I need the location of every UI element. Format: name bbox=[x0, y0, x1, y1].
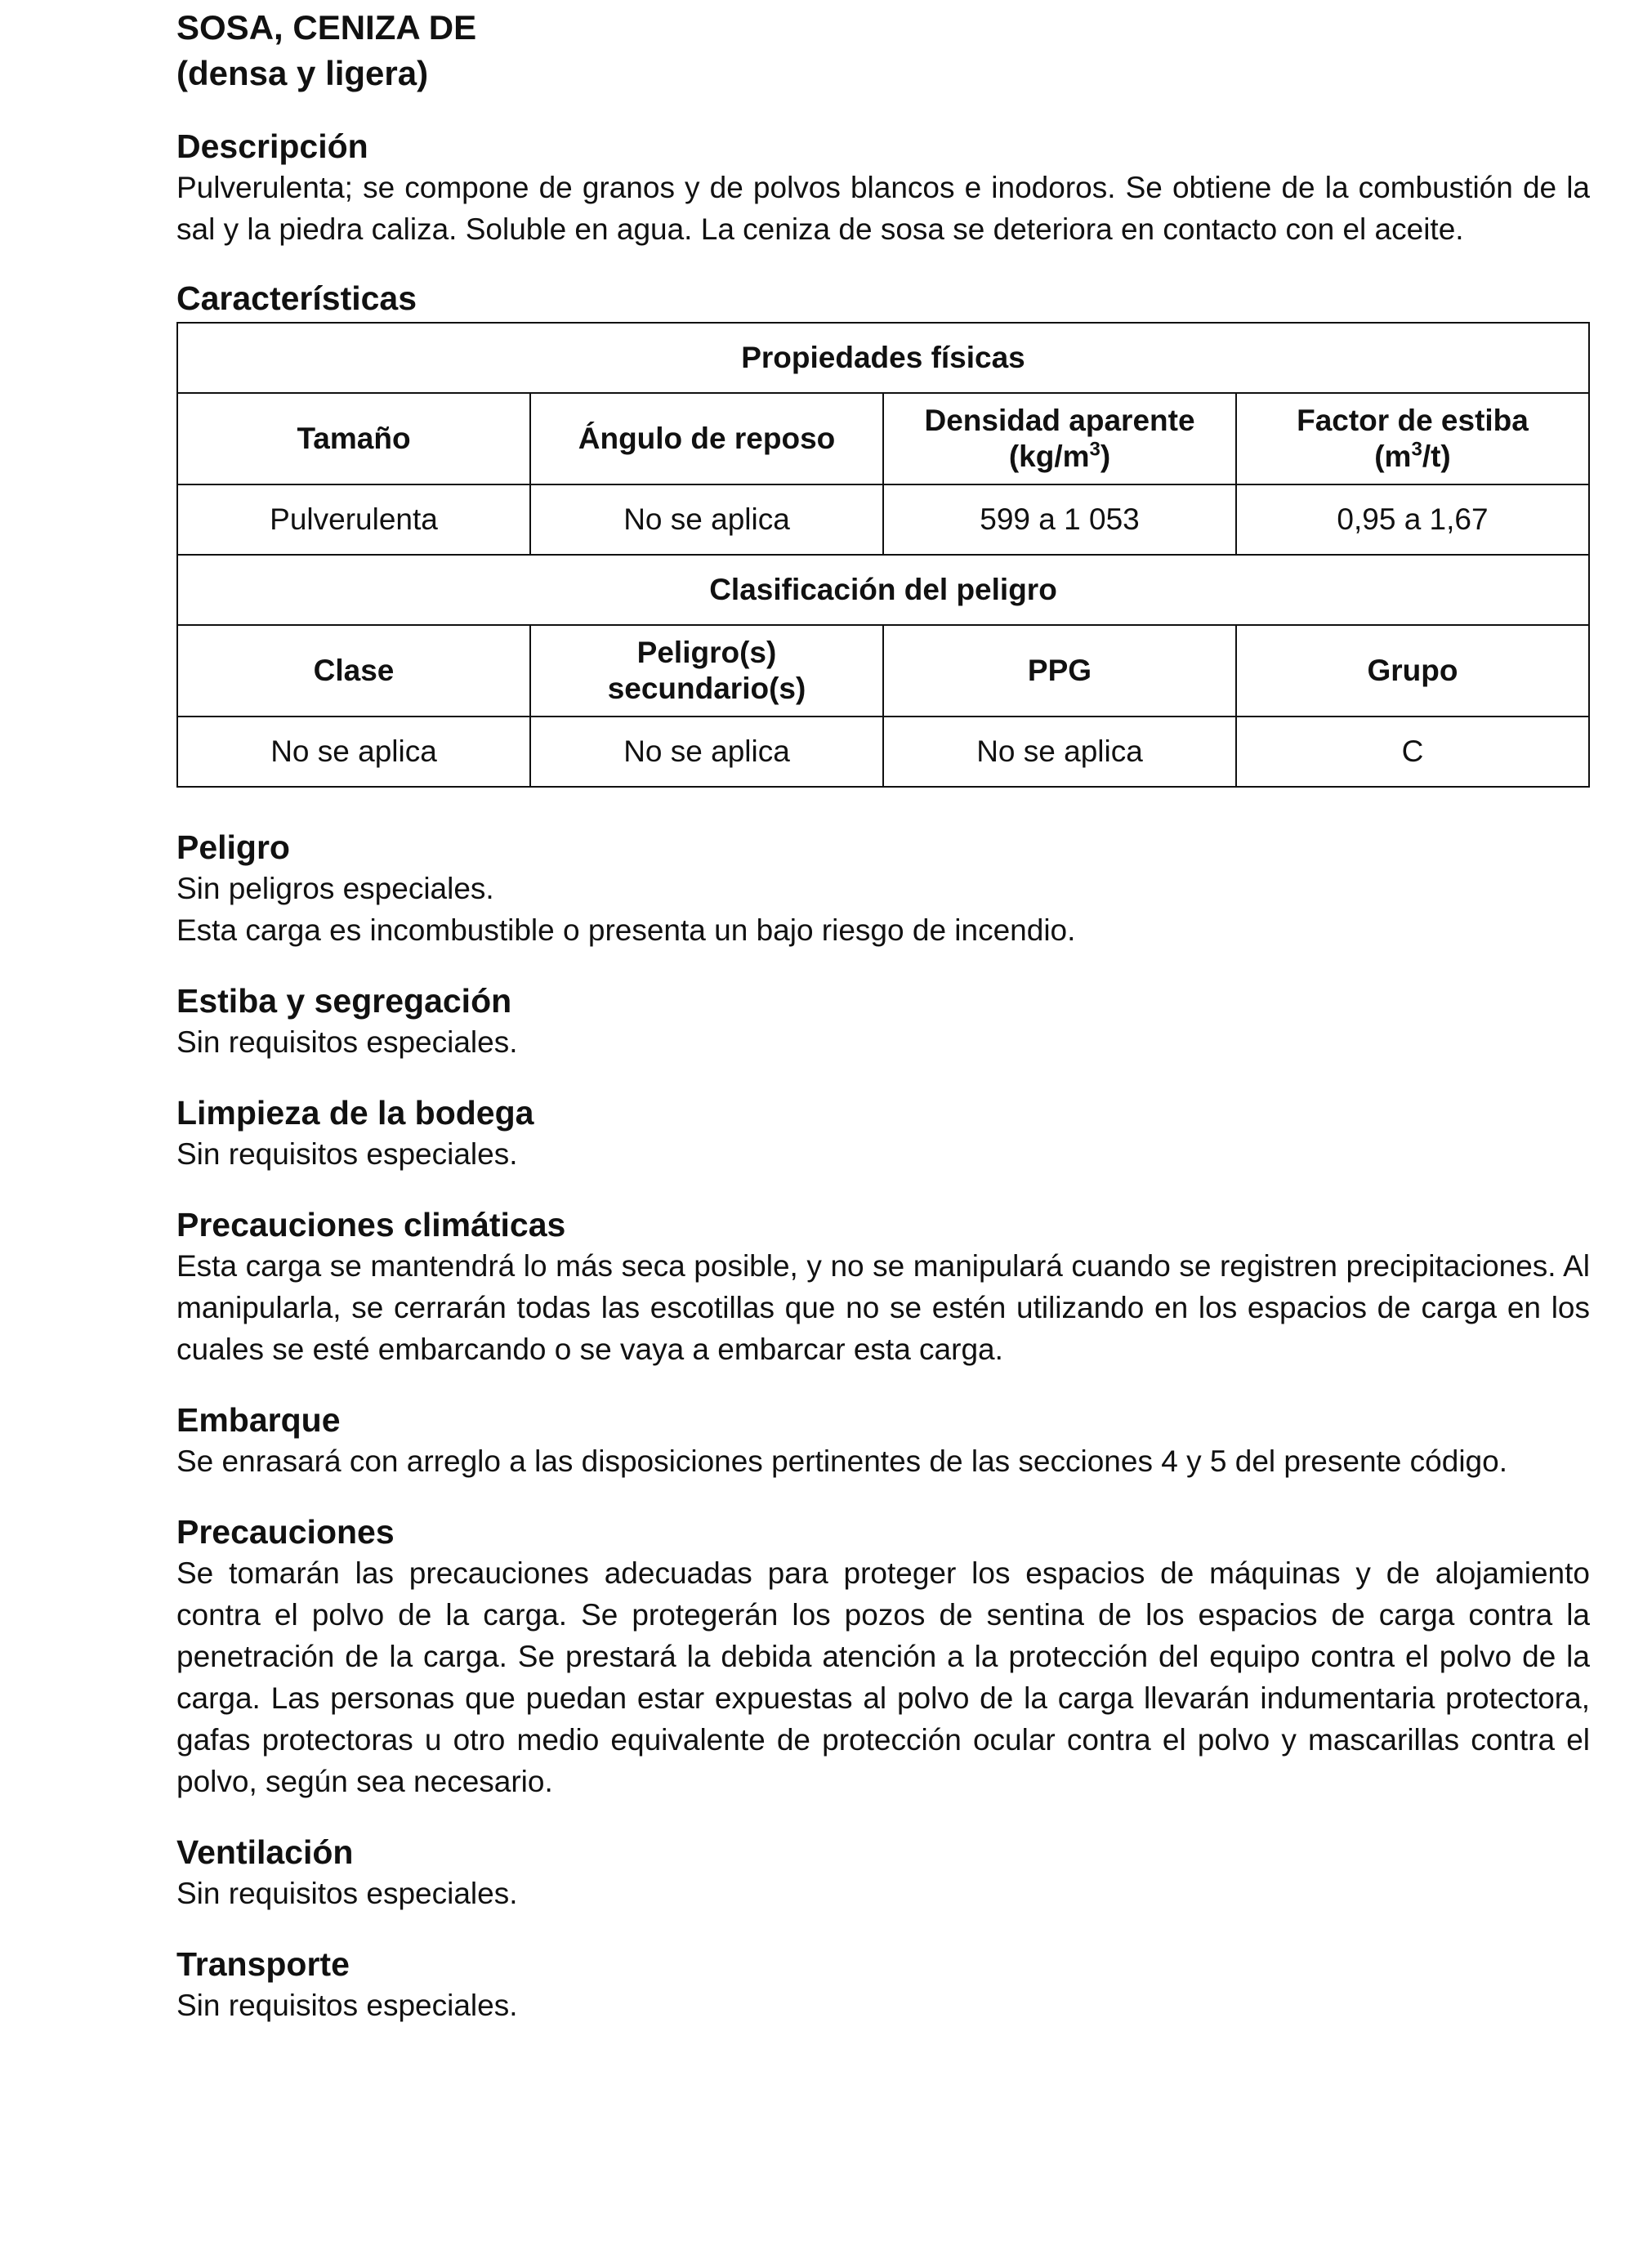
value-bulk-density: 599 a 1 053 bbox=[883, 484, 1236, 555]
header-bulk-density-unit: $(kg/m^3)$ bbox=[1008, 438, 1111, 473]
header-stowage-factor-label: Factor de estiba bbox=[1297, 404, 1529, 437]
header-bulk-density bbox=[883, 393, 1236, 484]
ventilacion-text: Sin requisitos especiales. bbox=[176, 1877, 518, 1910]
section-descripcion bbox=[176, 126, 1590, 250]
header-stowage-factor-unit: $(m^3/t)$ bbox=[1374, 438, 1451, 473]
climaticas-text: Esta carga se mantendrá lo más seca posible, y no se manipulará cuando se registren precipitaciones. Al manipularla, se cerrarán todas las escotillas que no se estén utilizando en los espacios de carga en los cuales se esté embarcando o se vaya a embarcar esta carga. bbox=[176, 1249, 1590, 1366]
peligro-line-1: Sin peligros especiales. bbox=[176, 872, 494, 905]
transporte-heading: Transporte bbox=[176, 1945, 350, 1983]
header-group: Grupo bbox=[1236, 625, 1589, 717]
caracteristicas-heading: Características bbox=[176, 279, 417, 317]
header-mhb: PPG bbox=[883, 625, 1236, 717]
physical-values-row bbox=[177, 484, 1589, 555]
section-embarque bbox=[176, 1400, 1590, 1482]
section-estiba bbox=[176, 980, 1590, 1063]
section-ventilacion bbox=[176, 1832, 1590, 1914]
physical-header-row bbox=[177, 393, 1589, 484]
transporte-text: Sin requisitos especiales. bbox=[176, 1989, 518, 2022]
value-size: Pulverulenta bbox=[177, 484, 530, 555]
section-peligro bbox=[176, 827, 1590, 951]
limpieza-text: Sin requisitos especiales. bbox=[176, 1137, 518, 1171]
value-stowage-factor: 0,95 a 1,67 bbox=[1236, 484, 1589, 555]
title-line-1: SOSA, CENIZA DE bbox=[176, 8, 477, 47]
header-secondary-hazard bbox=[530, 625, 883, 717]
precauciones-text: Se tomarán las precauciones adecuadas para proteger los espacios de máquinas y de alojamiento contra el polvo de la carga. Se protegerán los pozos de sentina de los espacios de carga contra la penetración de la carga. Se prestará la debida atención a la protección del equipo contra el polvo de la carga. Las personas que puedan estar expuestas al polvo de la carga llevarán indumentaria protectora, gafas protectoras u otro medio equivalente de protección ocular contra el polvo y mascarillas contra el polvo, según sea necesario. bbox=[176, 1556, 1590, 1798]
estiba-text: Sin requisitos especiales. bbox=[176, 1025, 518, 1059]
section-precauciones bbox=[176, 1511, 1590, 1802]
hazard-header-row bbox=[177, 625, 1589, 717]
header-class: Clase bbox=[177, 625, 530, 717]
value-secondary-hazard: No se aplica bbox=[530, 717, 883, 787]
value-class: No se aplica bbox=[177, 717, 530, 787]
limpieza-heading: Limpieza de la bodega bbox=[176, 1094, 534, 1132]
descripcion-text: Pulverulenta; se compone de granos y de polvos blancos e inodoros. Se obtiene de la combustión de la sal y la piedra caliza. Soluble en agua. La ceniza de sosa se deteriora en contacto con el aceite. bbox=[176, 171, 1590, 246]
header-secondary-hazard-line1: Peligro(s) bbox=[636, 636, 777, 669]
peligro-line-2: Esta carga es incombustible o presenta un bajo riesgo de incendio. bbox=[176, 913, 1076, 947]
hazard-band-row bbox=[177, 555, 1589, 625]
descripcion-heading: Descripción bbox=[176, 127, 368, 165]
header-bulk-density-label: Densidad aparente bbox=[924, 404, 1195, 437]
precauciones-heading: Precauciones bbox=[176, 1513, 395, 1551]
value-angle-of-repose: No se aplica bbox=[530, 484, 883, 555]
document-page bbox=[176, 0, 1590, 2026]
section-transporte bbox=[176, 1944, 1590, 2026]
climaticas-heading: Precauciones climáticas bbox=[176, 1206, 566, 1243]
document-title bbox=[176, 0, 1590, 96]
hazard-classification-band: Clasificación del peligro bbox=[177, 555, 1589, 625]
section-caracteristicas bbox=[176, 278, 1590, 788]
embarque-heading: Embarque bbox=[176, 1401, 341, 1439]
estiba-heading: Estiba y segregación bbox=[176, 982, 512, 1020]
header-stowage-factor bbox=[1236, 393, 1589, 484]
header-secondary-hazard-line2: secundario(s) bbox=[607, 672, 806, 705]
value-group: C bbox=[1236, 717, 1589, 787]
peligro-heading: Peligro bbox=[176, 828, 290, 866]
physical-properties-band: Propiedades físicas bbox=[177, 323, 1589, 393]
hazard-values-row bbox=[177, 717, 1589, 787]
ventilacion-heading: Ventilación bbox=[176, 1833, 354, 1871]
section-limpieza bbox=[176, 1092, 1590, 1175]
value-mhb: No se aplica bbox=[883, 717, 1236, 787]
title-line-2: (densa y ligera) bbox=[176, 54, 429, 92]
header-angle-of-repose: Ángulo de reposo bbox=[530, 393, 883, 484]
embarque-text: Se enrasará con arreglo a las disposiciones pertinentes de las secciones 4 y 5 del presente código. bbox=[176, 1444, 1507, 1478]
section-climaticas bbox=[176, 1204, 1590, 1370]
physical-band-row bbox=[177, 323, 1589, 393]
characteristics-table bbox=[176, 322, 1590, 788]
header-size: Tamaño bbox=[177, 393, 530, 484]
